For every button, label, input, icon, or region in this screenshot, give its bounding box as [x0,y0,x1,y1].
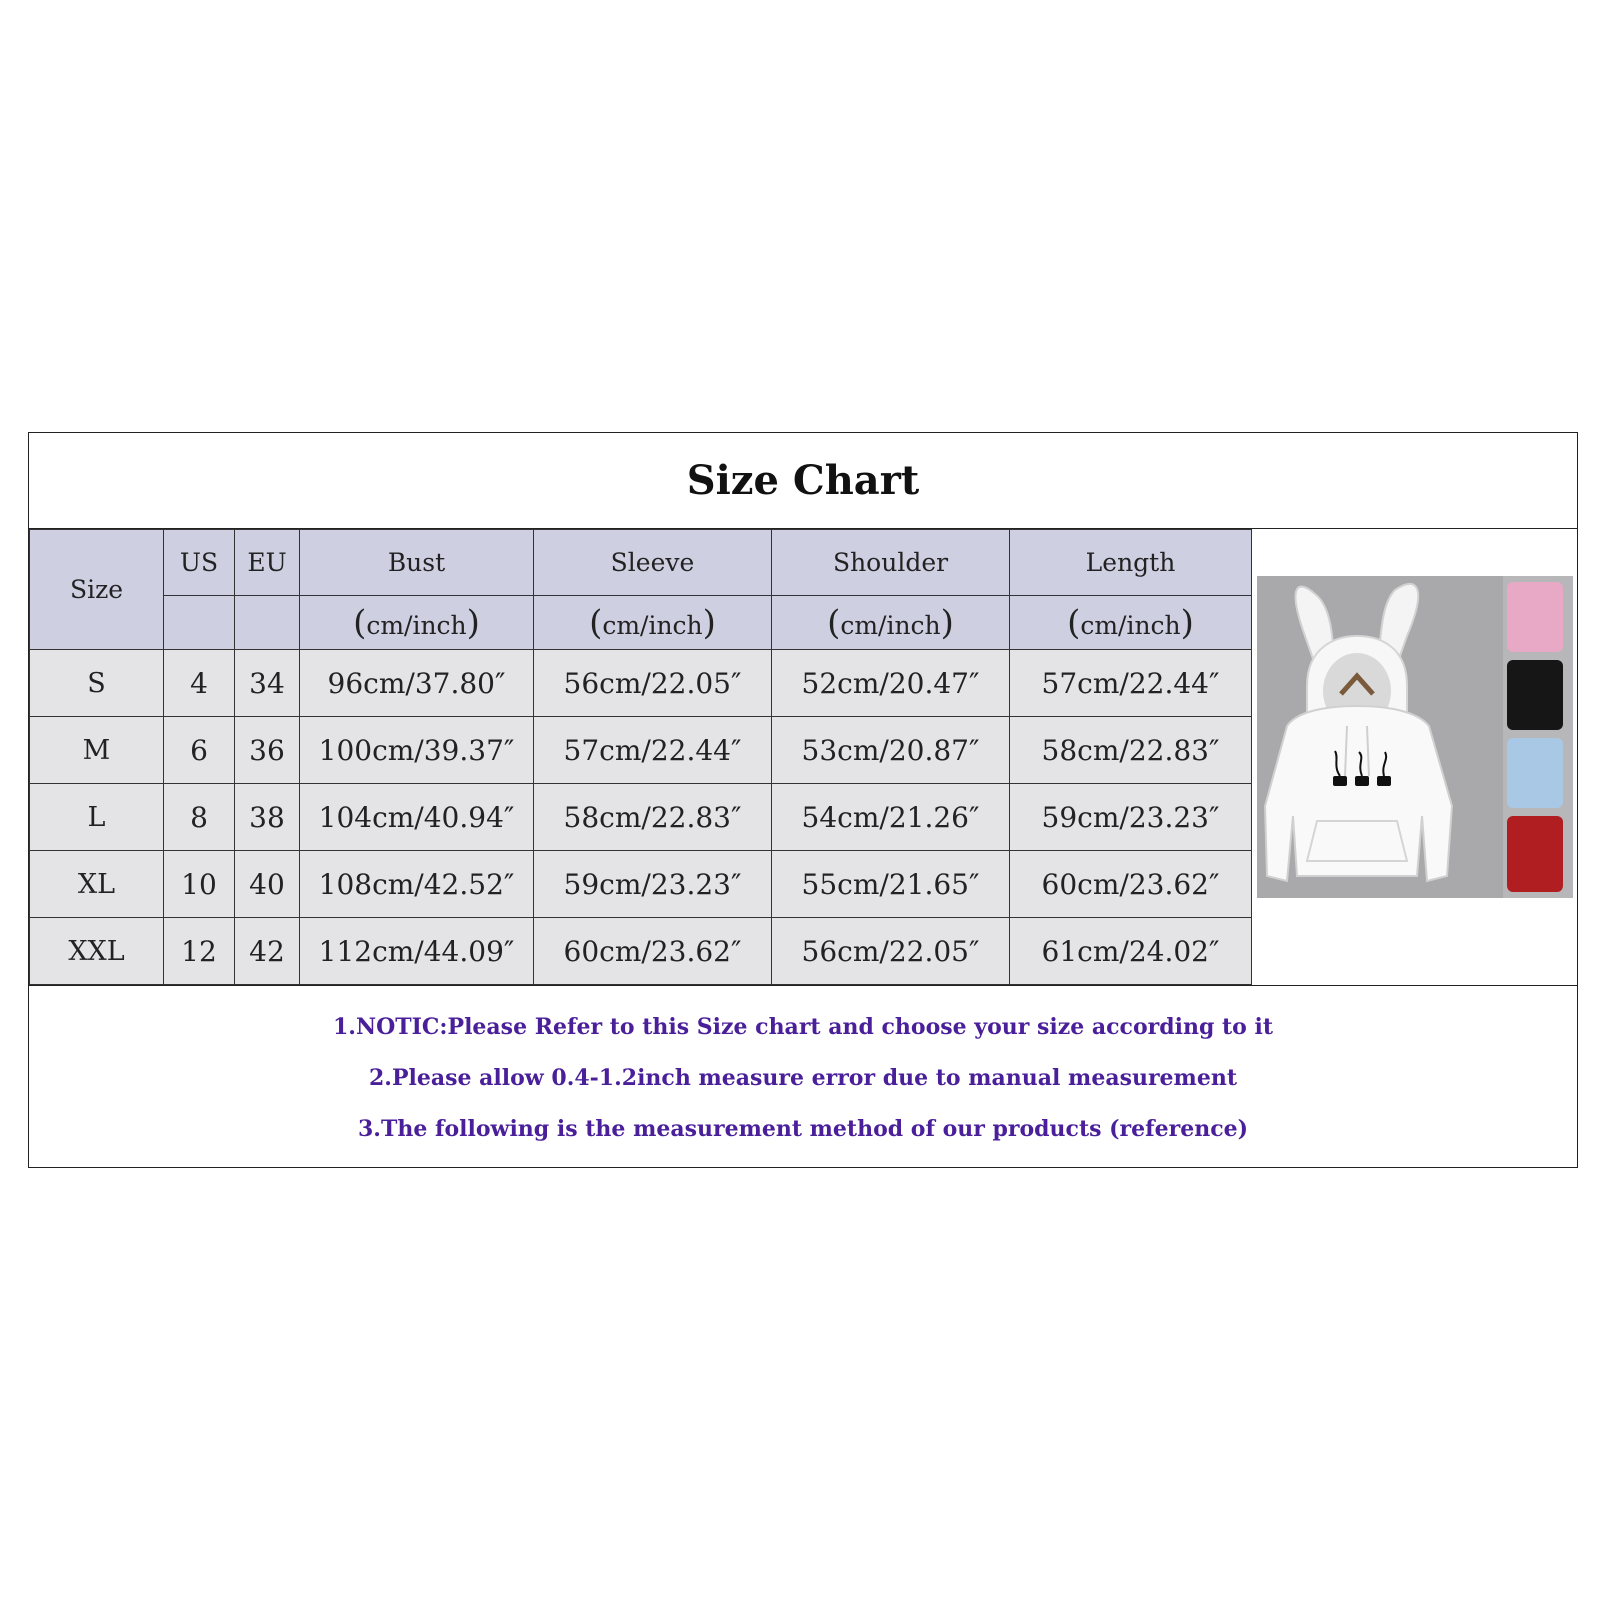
header-us: US [164,530,235,596]
header-shoulder: Shoulder [772,530,1010,596]
cell-eu: 38 [235,784,300,851]
table-row [30,717,1252,784]
hoodie-illustration [1257,576,1573,898]
cell-size: M [30,717,164,784]
cell-eu: 34 [235,650,300,717]
cell-bust: 108cm/42.52″ [300,851,534,918]
red-hoodie-thumb [1507,816,1563,892]
notes [29,985,1577,1169]
note-2: 2.Please allow 0.4-1.2inch measure error due to manual measurement [368,1064,1237,1091]
cell-size: L [30,784,164,851]
cell-shoulder: 56cm/22.05″ [772,918,1010,985]
header-bust-unit: (cm/inch) [300,596,534,650]
cell-length: 58cm/22.83″ [1010,717,1252,784]
cell-bust: 112cm/44.09″ [300,918,534,985]
chart-title: Size Chart [29,433,1577,529]
header-eu: EU [235,530,300,596]
header-length-unit: (cm/inch) [1010,596,1252,650]
header-size: Size [30,530,164,650]
table-row [30,918,1252,985]
black-hoodie-thumb [1507,660,1563,730]
cell-bust: 96cm/37.80″ [300,650,534,717]
cell-eu: 36 [235,717,300,784]
header-us-unit [164,596,235,650]
product-photo [1257,576,1573,898]
header-sleeve-unit: (cm/inch) [534,596,772,650]
header-eu-unit [235,596,300,650]
cell-shoulder: 52cm/20.47″ [772,650,1010,717]
cell-us: 4 [164,650,235,717]
cell-sleeve: 60cm/23.62″ [534,918,772,985]
size-table [29,529,1252,985]
cell-eu: 42 [235,918,300,985]
cell-length: 61cm/24.02″ [1010,918,1252,985]
cell-us: 12 [164,918,235,985]
cell-shoulder: 55cm/21.65″ [772,851,1010,918]
cell-us: 10 [164,851,235,918]
blue-hoodie-thumb [1507,738,1563,808]
header-sleeve: Sleeve [534,530,772,596]
cell-size: S [30,650,164,717]
pink-hoodie-thumb [1507,582,1563,652]
header-bust: Bust [300,530,534,596]
cell-us: 8 [164,784,235,851]
header-length: Length [1010,530,1252,596]
cell-sleeve: 56cm/22.05″ [534,650,772,717]
cell-sleeve: 57cm/22.44″ [534,717,772,784]
cell-eu: 40 [235,851,300,918]
note-1: 1.NOTIC:Please Refer to this Size chart and choose your size according to it [333,1013,1273,1040]
cell-sleeve: 58cm/22.83″ [534,784,772,851]
cell-size: XXL [30,918,164,985]
cell-shoulder: 54cm/21.26″ [772,784,1010,851]
cell-shoulder: 53cm/20.87″ [772,717,1010,784]
cell-sleeve: 59cm/23.23″ [534,851,772,918]
cell-bust: 104cm/40.94″ [300,784,534,851]
cell-us: 6 [164,717,235,784]
table-row [30,784,1252,851]
cell-length: 60cm/23.62″ [1010,851,1252,918]
cell-bust: 100cm/39.37″ [300,717,534,784]
size-chart [28,432,1578,1168]
table-row [30,650,1252,717]
cell-length: 59cm/23.23″ [1010,784,1252,851]
table-row [30,851,1252,918]
cell-size: XL [30,851,164,918]
cell-length: 57cm/22.44″ [1010,650,1252,717]
header-shoulder-unit: (cm/inch) [772,596,1010,650]
note-3: 3.The following is the measurement method of our products (reference) [358,1115,1248,1142]
